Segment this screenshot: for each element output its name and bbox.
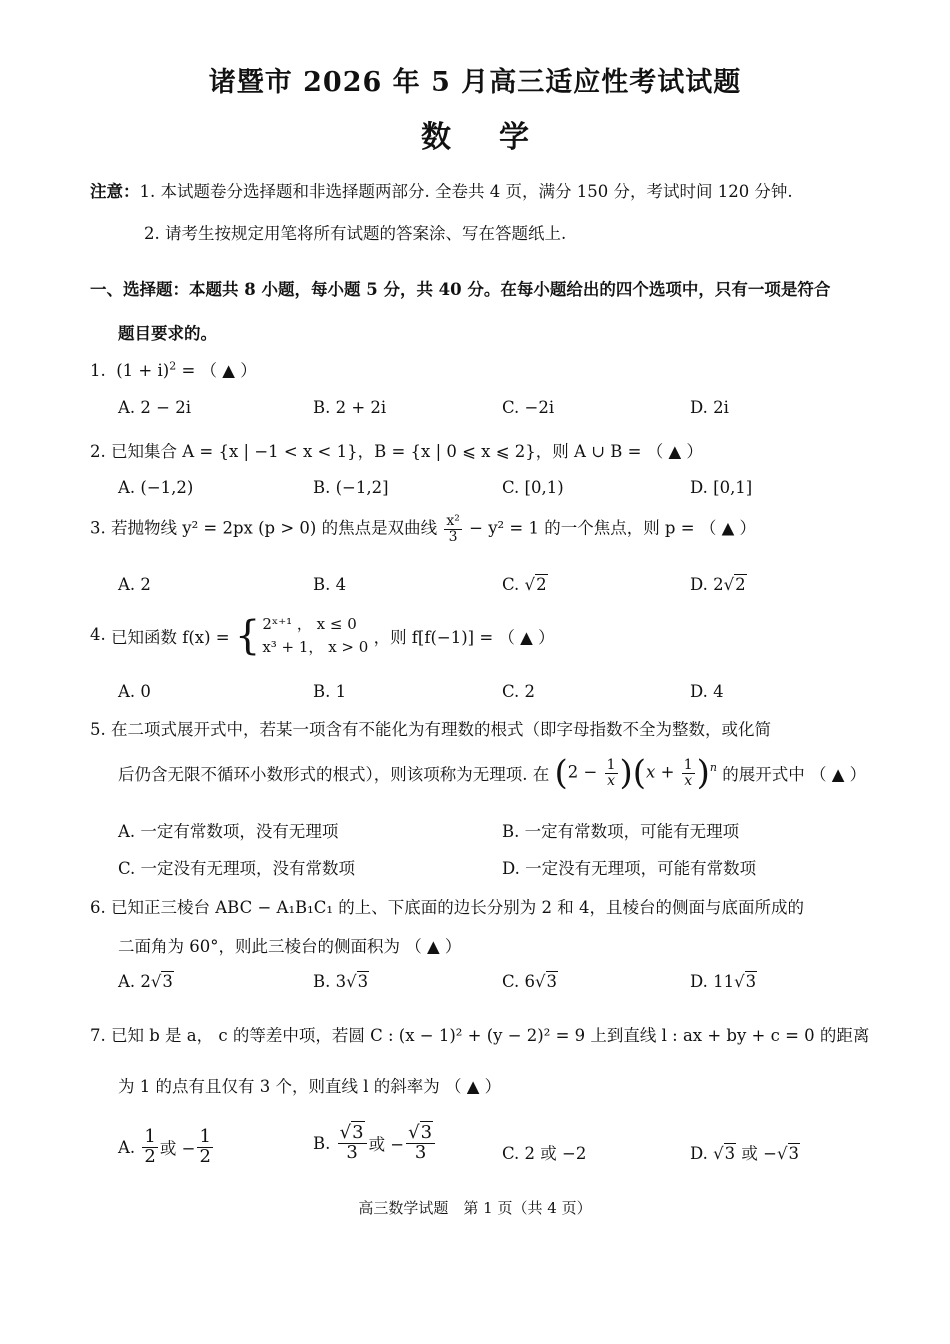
q4-option-a: A. 0 [118,682,151,701]
answer-placeholder: （ ▲ ） [699,518,757,538]
q4-option-b: B. 1 [313,682,347,701]
question-1 [90,357,257,381]
sqrt-symbol: √3 [535,972,558,991]
question-5-line-2 [118,753,867,793]
question-stem: 二面角为 60°，则此三棱台的侧面积为 [118,937,400,956]
answer-placeholder: （ ▲ ） [498,627,555,647]
section-heading-line-2: 题目要求的。 [118,324,217,343]
answer-placeholder: （ ▲ ） [200,361,257,380]
piecewise-function: { 2ˣ⁺¹ ， x ≤ 0 x³ + 1， x > 0 [234,612,369,659]
question-stem: $(1 + i)^2$ = [111,359,196,380]
question-number: 6. [90,898,106,917]
question-2 [90,438,703,462]
answer-placeholder: （ ▲ ） [809,765,867,784]
note-1: 1. 本试题卷分选择题和非选择题两部分. 全卷共 4 页，满分 150 分，考试时间 120 分钟. [139,182,793,201]
q2-option-b: B. (−1,2] [313,478,389,497]
hyperbola-fraction [444,514,462,544]
question-stem-a: 若抛物线 y² = 2px (p > 0) 的焦点是双曲线 [111,518,438,538]
sqrt-symbol: √2 [723,575,746,594]
q6-option-d: D. 11√3 [690,972,757,991]
question-stem: 为 1 的点有且仅有 3 个，则直线 l 的斜率为 [118,1077,440,1096]
case-2: x³ + 1， x > 0 [262,637,369,656]
q6-option-a: A. 2√3 [118,972,173,991]
q5-option-a: A. 一定有常数项，没有无理项 [118,822,339,841]
sqrt-symbol: √2 [524,575,547,594]
answer-placeholder: （ ▲ ） [646,442,703,461]
question-stem-a: 已知函数 f(x) = [111,627,230,647]
q7-option-a: A. $\frac{1}{2}$ 或 − $\frac{1}{2}$ [118,1126,211,1167]
q3-option-a: A. 2 [118,575,151,594]
question-stem-a: 后仍含无限不循环小数形式的根式），则该项称为无理项. 在 [118,765,550,784]
question-number: 4. [90,625,106,644]
question-stem-b: 的展开式中 [722,765,805,784]
question-stem: 已知集合 A = {x | −1 < x < 1}，B = {x | 0 ⩽ x ⩽ 2}，则 A ∪ B = [111,442,642,461]
question-number: 1. [90,361,106,380]
question-6-line-2 [118,933,461,957]
binomial-expression: (2 − $\frac{1}{x}$ )(x + $\frac{1}{x}$ )$^n$ [554,753,717,793]
q4-option-d: D. 4 [690,682,724,701]
exam-title: 诸暨市 2026 年 5 月高三适应性考试试题 [208,67,742,98]
page-footer: 高三数学试题 第 1 页（共 4 页） [358,1199,592,1217]
question-number: 3. [90,518,106,538]
question-number: 7. [90,1026,106,1045]
q2-option-d: D. [0,1] [690,478,753,497]
question-7-line-1 [90,1022,869,1046]
q1-option-a: A. 2 − 2i [118,398,191,417]
question-stem: 已知 b 是 a， c 的等差中项，若圆 C : (x − 1)² + (y − 2)² = 9 上到直线 l : ax + by + c = 0 的距离 [111,1026,870,1045]
question-number: 5. [90,720,106,739]
sqrt-symbol: √3 [734,972,757,991]
q1-option-d: D. 2i [690,398,729,417]
question-4 [90,613,555,658]
q2-option-a: A. (−1,2) [118,478,194,497]
question-stem-b: ，则 f[f(−1)] = [373,627,494,647]
answer-placeholder: （ ▲ ） [405,937,462,956]
question-stem: 在二项式展开式中，若某一项含有不能化为有理数的根式（即字母指数不全为整数，或化简 [111,720,771,739]
exam-subject: 数学 [421,120,577,155]
q6-option-c: C. 6√3 [502,972,558,991]
q5-option-b: B. 一定有常数项，可能有无理项 [502,822,740,841]
notes-line-1 [90,178,793,202]
section-heading-line-1: 一、选择题：本题共 8 小题，每小题 5 分，共 40 分。在每小题给出的四个选项中，只有一项是符合 [90,280,831,299]
q1-option-c: C. −2i [502,398,555,417]
q5-option-c: C. 一定没有无理项，没有常数项 [118,859,356,878]
q2-option-c: C. [0,1) [502,478,564,497]
q1-option-b: B. 2 + 2i [313,398,387,417]
q7-option-b: B. $\frac{√3}{3}$ 或 − $\frac{√3}{3}$ [313,1124,437,1163]
question-5-line-1 [90,716,771,740]
case-1: 2ˣ⁺¹ ， x ≤ 0 [262,615,357,633]
q6-option-b: B. 3√3 [313,972,369,991]
question-number: 2. [90,442,106,461]
q3-option-b: B. 4 [313,575,347,594]
fraction-denominator: 3 [448,528,458,545]
question-7-line-2 [118,1073,501,1097]
question-3 [90,514,756,544]
sqrt-symbol: √3 [346,972,369,991]
question-stem: 已知正三棱台 ABC − A₁B₁C₁ 的上、下底面的边长分别为 2 和 4，且棱台的侧面与底面所成的 [111,898,805,917]
q3-option-d: D. 2√2 [690,575,746,594]
q7-option-d: D. √3 或 −√3 [690,1144,799,1163]
q5-option-d: D. 一定没有无理项，可能有常数项 [502,859,757,878]
q4-option-c: C. 2 [502,682,536,701]
notes-label: 注意： [90,182,140,201]
question-stem-b: − y² = 1 的一个焦点，则 p = [469,518,695,538]
sqrt-symbol: √3 [150,972,173,991]
q3-option-c: C. √2 [502,575,547,594]
fraction-numerator: x² [446,513,460,529]
note-2: 2. 请考生按规定用笔将所有试题的答案涂、写在答题纸上. [144,224,567,243]
q7-option-c: C. 2 或 −2 [502,1144,587,1163]
question-6-line-1 [90,894,804,918]
answer-placeholder: （ ▲ ） [445,1077,502,1096]
